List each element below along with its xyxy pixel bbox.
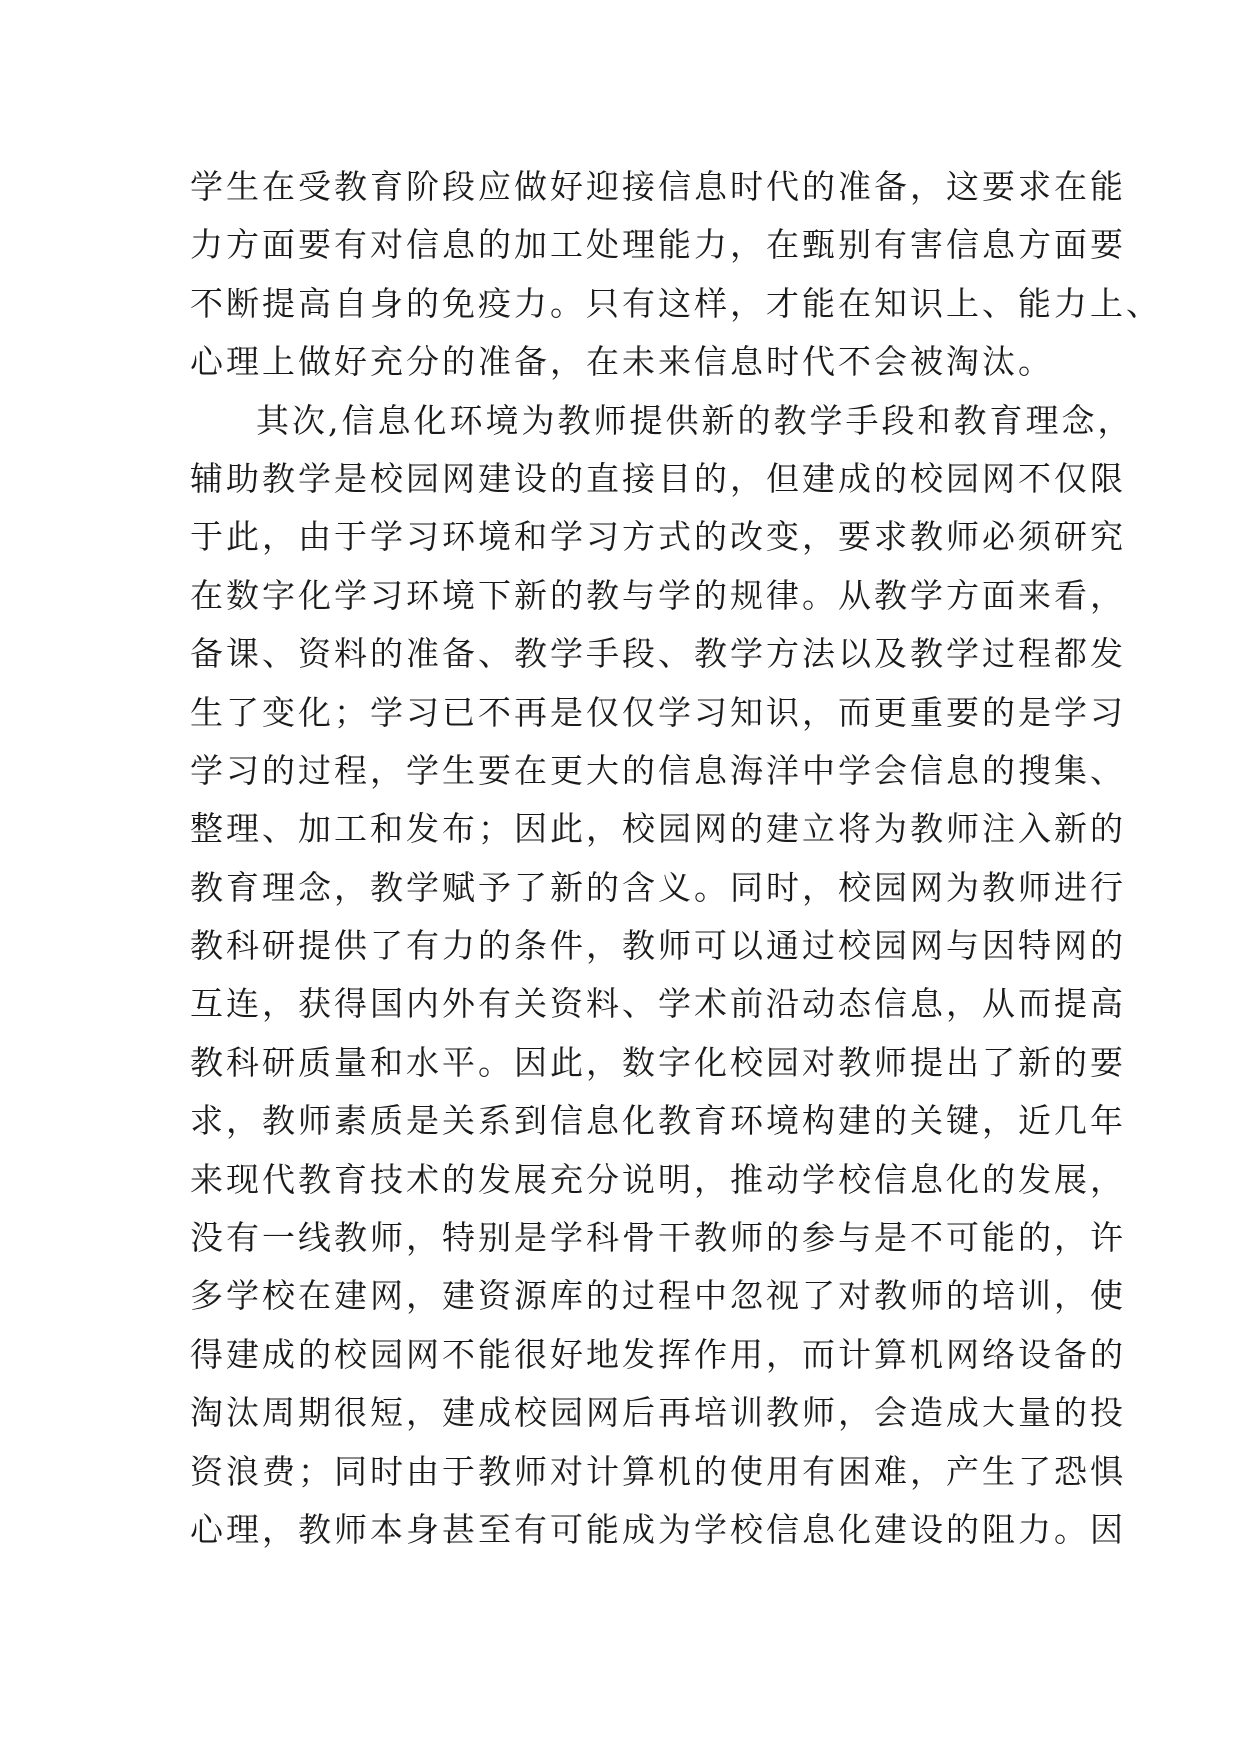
text-line: 教科研提供了有力的条件，教师可以通过校园网与因特网的: [190, 926, 1126, 966]
text-line: 来现代教育技术的发展充分说明，推动学校信息化的发展，: [190, 1159, 1126, 1199]
text-line: 没有一线教师，特别是学科骨干教师的参与是不可能的，许: [190, 1218, 1126, 1258]
text-line: 资浪费；同时由于教师对计算机的使用有困难，产生了恐惧: [190, 1451, 1126, 1491]
text-line: 力方面要有对信息的加工处理能力，在甄别有害信息方面要: [190, 225, 1126, 265]
text-line: 整理、加工和发布；因此，校园网的建立将为教师注入新的: [190, 809, 1126, 849]
text-line: 教科研质量和水平。因此，数字化校园对教师提出了新的要: [190, 1042, 1126, 1082]
text-line: 互连，获得国内外有关资料、学术前沿动态信息，从而提高: [190, 984, 1126, 1024]
text-line: 学生在受教育阶段应做好迎接信息时代的准备，这要求在能: [190, 167, 1126, 206]
text-line: 辅助教学是校园网建设的直接目的，但建成的校园网不仅限: [190, 458, 1126, 498]
text-line: 备课、资料的准备、教学手段、教学方法以及教学过程都发: [190, 634, 1126, 674]
text-line: 不断提高自身的免疫力。只有这样，才能在知识上、能力上、: [190, 283, 1162, 323]
text-line: 淘汰周期很短，建成校园网后再培训教师，会造成大量的投: [190, 1393, 1126, 1433]
text-line: 得建成的校园网不能很好地发挥作用，而计算机网络设备的: [190, 1334, 1126, 1374]
paragraph-start-line: 其次,信息化环境为教师提供新的教学手段和教育理念，: [256, 400, 1134, 440]
body-text: [190, 158, 1162, 1559]
text-line: 多学校在建网，建资源库的过程中忽视了对教师的培训，使: [190, 1276, 1126, 1316]
text-line: 心理上做好充分的准备，在未来信息时代不会被淘汰。: [190, 342, 1054, 382]
text-line: 在数字化学习环境下新的教与学的规律。从教学方面来看，: [190, 575, 1126, 615]
text-line: 学习的过程，学生要在更大的信息海洋中学会信息的搜集、: [190, 750, 1126, 790]
text-line: 教育理念，教学赋予了新的含义。同时，校园网为教师进行: [190, 867, 1126, 907]
text-line: 心理，教师本身甚至有可能成为学校信息化建设的阻力。因: [190, 1509, 1126, 1549]
text-line: 求，教师素质是关系到信息化教育环境构建的关键，近几年: [190, 1101, 1126, 1141]
text-line: 生了变化；学习已不再是仅仅学习知识，而更重要的是学习: [190, 692, 1126, 732]
text-line: 于此，由于学习环境和学习方式的改变，要求教师必须研究: [190, 517, 1126, 557]
